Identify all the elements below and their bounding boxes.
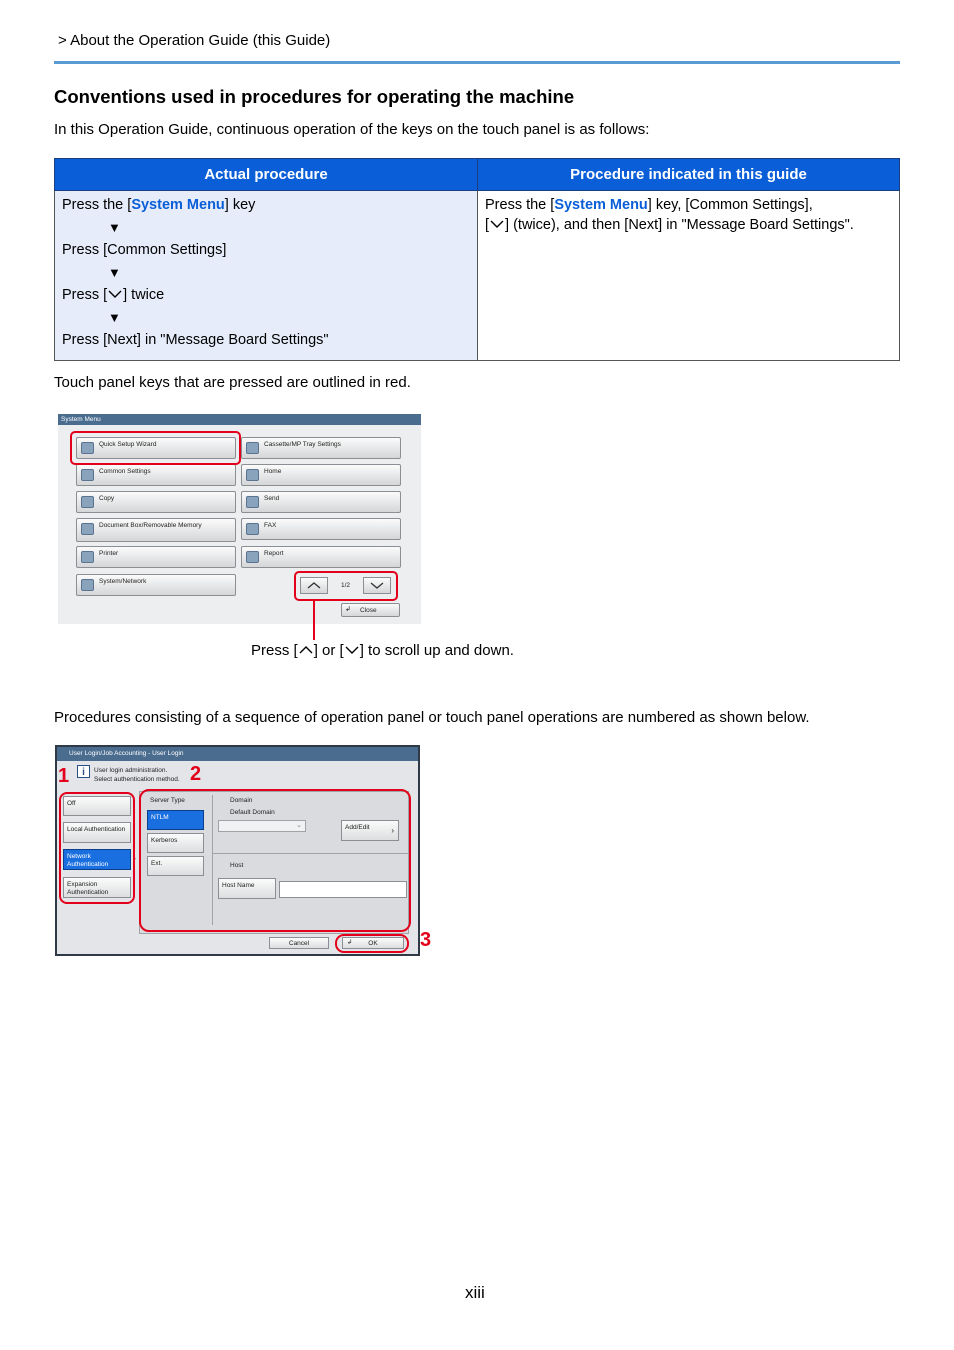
- printer-icon: [81, 551, 94, 563]
- info-icon: i: [77, 765, 90, 778]
- return-icon: ↲: [345, 606, 351, 613]
- server-type-kerberos[interactable]: Kerberos: [147, 833, 204, 853]
- info-line-2: Select authentication method.: [94, 776, 180, 783]
- system-menu-key-text: System Menu: [554, 197, 648, 213]
- step-number-1: 1: [58, 765, 70, 787]
- highlight-quick-setup: [70, 431, 241, 465]
- info-line-1: User login administration.: [94, 767, 168, 774]
- system-network-key[interactable]: System/Network: [76, 574, 236, 596]
- copy-icon: [81, 496, 94, 508]
- header-rule: [54, 61, 900, 64]
- report-key[interactable]: Report: [241, 546, 401, 568]
- tray-icon: [246, 442, 259, 454]
- highlight-scroll-buttons: [294, 571, 398, 601]
- actual-procedure-cell: [55, 191, 478, 361]
- copy-key[interactable]: Copy: [76, 491, 236, 513]
- guide-line-1: Press the [System Menu] key, [Common Settings],: [485, 197, 813, 213]
- host-label: Host: [230, 862, 244, 869]
- highlight-ok-button: [335, 934, 409, 953]
- common-settings-key[interactable]: Common Settings: [76, 464, 236, 486]
- guide-line-2: [ ] (twice), and then [Next] in "Message Board Settings".: [485, 216, 854, 233]
- home-icon: [246, 469, 259, 481]
- document-box-icon: [81, 523, 94, 535]
- server-type-label: Server Type: [150, 797, 185, 804]
- numbered-procedure-note: Procedures consisting of a sequence of operation panel or touch panel operations are numbered as shown below.: [54, 709, 810, 726]
- system-menu-screenshot: [58, 414, 421, 624]
- chevron-down-icon: [489, 218, 505, 230]
- document-box-key[interactable]: Document Box/Removable Memory: [76, 518, 236, 542]
- page-number: xiii: [465, 1283, 485, 1302]
- quick-setup-wizard-key[interactable]: Quick Setup Wizard: [76, 437, 236, 459]
- step-3: Press [ ] twice: [62, 287, 165, 303]
- chevron-down-icon: [107, 288, 123, 300]
- chevron-down-icon: [344, 644, 360, 656]
- chevron-right-icon: ›: [133, 853, 136, 863]
- conventions-table: [54, 158, 900, 361]
- printer-key[interactable]: Printer: [76, 546, 236, 568]
- intro-text: In this Operation Guide, continuous operation of the keys on the touch panel is as follows:: [54, 121, 650, 138]
- fax-icon: [246, 523, 259, 535]
- settings-icon: [81, 469, 94, 481]
- report-icon: [246, 551, 259, 563]
- chevron-down-icon: ⌄: [296, 822, 302, 829]
- page-indicator: 1/2: [341, 582, 351, 589]
- host-name-button[interactable]: Host Name: [218, 878, 276, 899]
- step-number-2: 2: [190, 763, 202, 785]
- red-outline-note: Touch panel keys that are pressed are outlined in red.: [54, 374, 411, 391]
- breadcrumb[interactable]: > About the Operation Guide (this Guide): [58, 32, 331, 49]
- user-login-screenshot: [55, 745, 420, 956]
- close-button[interactable]: ↲ Close: [341, 603, 400, 617]
- send-key[interactable]: Send: [241, 491, 401, 513]
- highlight-settings-panel: [139, 789, 411, 932]
- server-type-ext[interactable]: Ext.: [147, 856, 204, 876]
- section-title: Conventions used in procedures for operating the machine: [54, 86, 575, 107]
- default-domain-label: Default Domain: [230, 809, 275, 816]
- auth-option-local[interactable]: Local Authentication: [63, 822, 131, 843]
- step-arrow-icon: ▼: [108, 219, 121, 235]
- user-login-title: User Login/Job Accounting - User Login: [57, 747, 418, 761]
- auth-option-off[interactable]: Off: [63, 796, 131, 816]
- step-arrow-icon: ▼: [108, 264, 121, 280]
- callout-line: [313, 600, 315, 640]
- highlight-auth-options: [59, 792, 135, 904]
- header-actual-procedure: Actual procedure: [55, 159, 478, 191]
- chevron-right-icon: ›: [391, 826, 394, 835]
- step-4: Press [Next] in "Message Board Settings": [62, 332, 329, 348]
- chevron-up-icon: [298, 644, 314, 656]
- system-menu-title: System Menu: [58, 414, 421, 425]
- header-guide-procedure: Procedure indicated in this guide: [478, 159, 900, 191]
- return-icon: ↲: [347, 939, 353, 946]
- step-number-3: 3: [420, 929, 432, 951]
- home-key[interactable]: Home: [241, 464, 401, 486]
- send-icon: [246, 496, 259, 508]
- step-arrow-icon: ▼: [108, 309, 121, 325]
- step-2: Press [Common Settings]: [62, 242, 227, 258]
- cassette-tray-settings-key[interactable]: Cassette/MP Tray Settings: [241, 437, 401, 459]
- auth-option-network[interactable]: Network Authentication: [63, 849, 131, 870]
- network-icon: [81, 579, 94, 591]
- domain-label: Domain: [230, 797, 253, 804]
- ok-button[interactable]: ↲ OK: [342, 937, 404, 949]
- auth-option-expansion[interactable]: Expansion Authentication: [63, 877, 131, 898]
- system-menu-key-text: System Menu: [131, 197, 225, 213]
- step-1: Press the [System Menu] key: [62, 197, 256, 213]
- cancel-button[interactable]: Cancel: [269, 937, 329, 949]
- add-edit-button[interactable]: Add/Edit ›: [341, 820, 399, 841]
- guide-procedure-cell: [478, 191, 900, 361]
- fax-key[interactable]: FAX: [241, 518, 401, 540]
- scroll-caption: Press [ ] or [ ] to scroll up and down.: [251, 642, 514, 659]
- server-type-ntlm[interactable]: NTLM: [147, 810, 204, 830]
